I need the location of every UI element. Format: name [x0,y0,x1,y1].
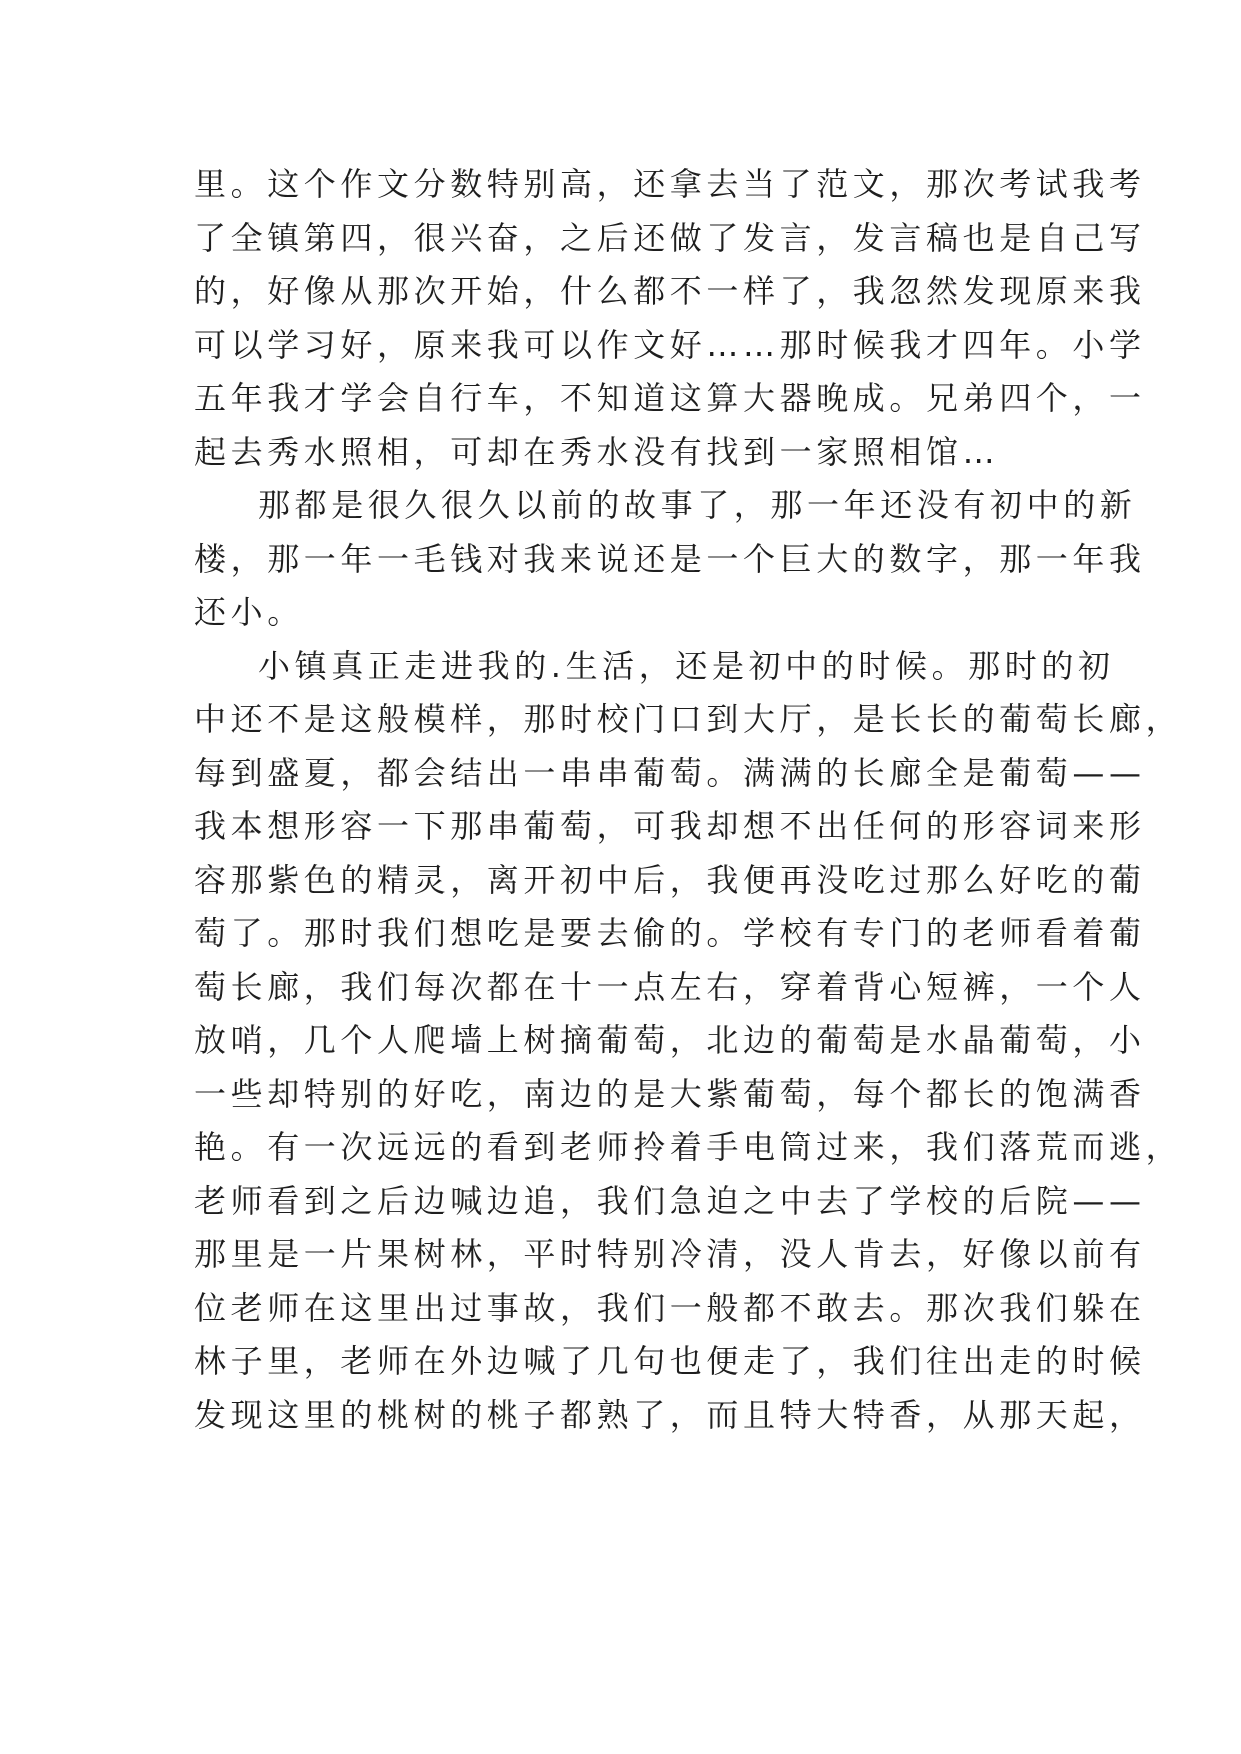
text-line: 容那紫色的精灵，离开初中后，我便再没吃过那么好吃的葡 [194,860,1146,899]
paragraph-first-line: 小镇真正走进我的.生活，还是初中的时候。那时的初 [258,646,1115,685]
text-line: 放哨，几个人爬墙上树摘葡萄，北边的葡萄是水晶葡萄，小 [194,1021,1146,1059]
text-line: 中还不是这般模样，那时校门口到大厅，是长长的葡萄长廊， [194,700,1183,738]
text-line: 林子里，老师在外边喊了几句也便走了，我们往出走的时候 [194,1342,1146,1380]
text-line: 艳。有一次远远的看到老师拎着手电筒过来，我们落荒而逃， [194,1128,1183,1166]
text-line: 了全镇第四，很兴奋，之后还做了发言，发言稿也是自己写 [194,218,1146,257]
text-line: 萄长廊，我们每次都在十一点左右，穿着背心短裤，一个人 [194,967,1146,1006]
text-line: 每到盛夏，都会结出一串串葡萄。满满的长廊全是葡萄—— [194,753,1146,792]
text-line: 还小。 [194,593,304,631]
text-line: 我本想形容一下那串葡萄，可我却想不出任何的形容词来形 [194,807,1146,845]
text-line: 的，好像从那次开始，什么都不一样了，我忽然发现原来我 [194,272,1146,310]
text-line: 萄了。那时我们想吃是要去偷的。学校有专门的老师看着葡 [194,914,1146,952]
text-line: 老师看到之后边喊边追，我们急迫之中去了学校的后院—— [194,1181,1146,1220]
paragraph-first-line: 那都是很久很久以前的故事了，那一年还没有初中的新 [258,486,1137,524]
text-line: 发现这里的桃树的桃子都熟了，而且特大特香，从那天起， [194,1395,1146,1434]
text-line: 可以学习好，原来我可以作文好……那时候我才四年。小学 [194,325,1146,364]
text-line: 一些却特别的好吃，南边的是大紫葡萄，每个都长的饱满香 [194,1074,1146,1113]
text-line: 那里是一片果树林，平时特别冷清，没人肯去，好像以前有 [194,1235,1146,1273]
text-line: 里。这个作文分数特别高，还拿去当了范文，那次考试我考 [194,165,1146,203]
text-line: 位老师在这里出过事故，我们一般都不敢去。那次我们躲在 [194,1288,1146,1327]
text-line: 楼，那一年一毛钱对我来说还是一个巨大的数字，那一年我 [194,539,1146,578]
body-text [194,158,1183,1442]
text-line: 起去秀水照相，可却在秀水没有找到一家照相馆… [194,432,1000,471]
text-line: 五年我才学会自行车，不知道这算大器晚成。兄弟四个，一 [194,379,1146,417]
